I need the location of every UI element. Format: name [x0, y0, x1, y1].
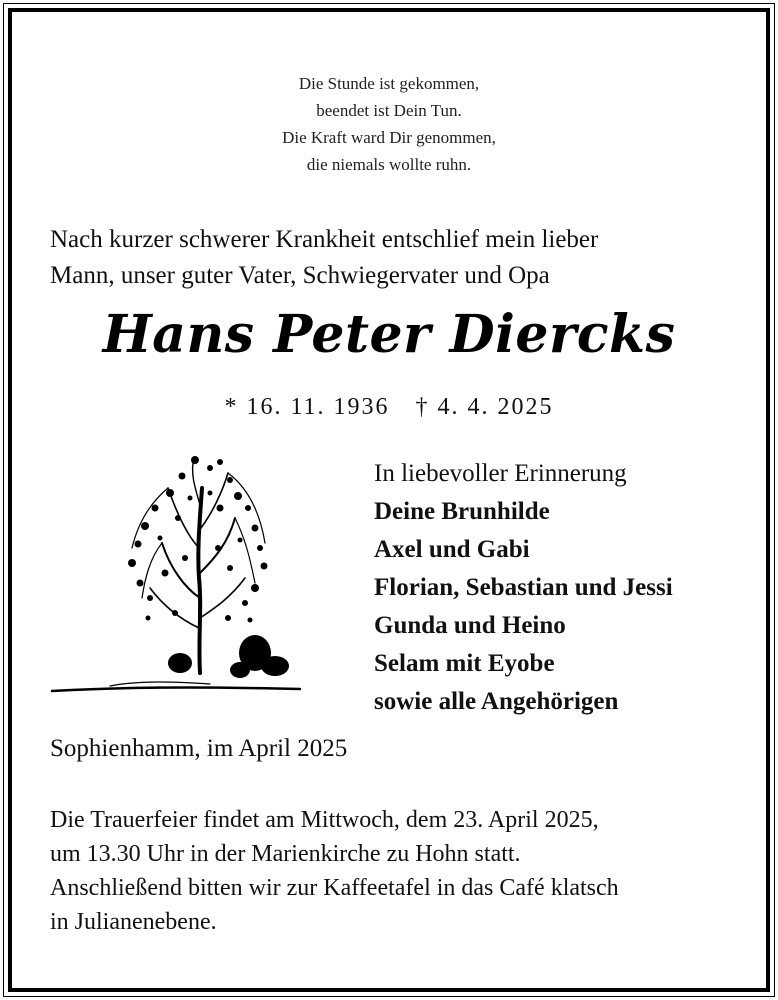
poem [0, 70, 778, 178]
life-dates [0, 394, 778, 421]
birth-date: * 16. 11. 1936 [224, 394, 390, 420]
poem-line: Die Kraft ward Dir genommen, [282, 128, 496, 147]
intro-text [50, 222, 740, 294]
poem-line: die niemals wollte ruhn. [306, 155, 472, 174]
mourner-name: Axel und Gabi [374, 536, 530, 563]
mourner-name: Florian, Sebastian und Jessi [374, 574, 673, 601]
mourner-name: Deine Brunhilde [374, 498, 550, 525]
death-date: † 4. 4. 2025 [415, 394, 554, 420]
funeral-line: Anschließend bitten wir zur Kaffeetafel in das Café klatsch [50, 875, 619, 901]
birch-tree-illustration [50, 448, 305, 698]
poem-line: beendet ist Dein Tun. [316, 101, 462, 120]
poem-line: Die Stunde ist gekommen, [298, 74, 480, 93]
mourners-lead: In liebevoller Erinnerung [374, 460, 627, 487]
funeral-line: Die Trauerfeier findet am Mittwoch, dem 23. April 2025, [50, 807, 599, 833]
intro-line: Nach kurzer schwerer Krankheit entschlief mein lieber [50, 226, 599, 253]
mourner-name: Gunda und Heino [374, 612, 566, 639]
funeral-line: in Julianenebene. [50, 909, 217, 935]
mourners-list [374, 455, 754, 721]
mourner-name: sowie alle Angehörigen [374, 688, 619, 715]
deceased-name: Hans Peter Diercks [102, 304, 676, 365]
intro-line: Mann, unser guter Vater, Schwiegervater und Opa [50, 262, 550, 289]
mourner-name: Selam mit Eyobe [374, 650, 555, 677]
place-date: Sophienhamm, im April 2025 [50, 735, 348, 762]
funeral-notice [50, 803, 732, 939]
funeral-line: um 13.30 Uhr in der Marienkirche zu Hohn statt. [50, 841, 521, 867]
